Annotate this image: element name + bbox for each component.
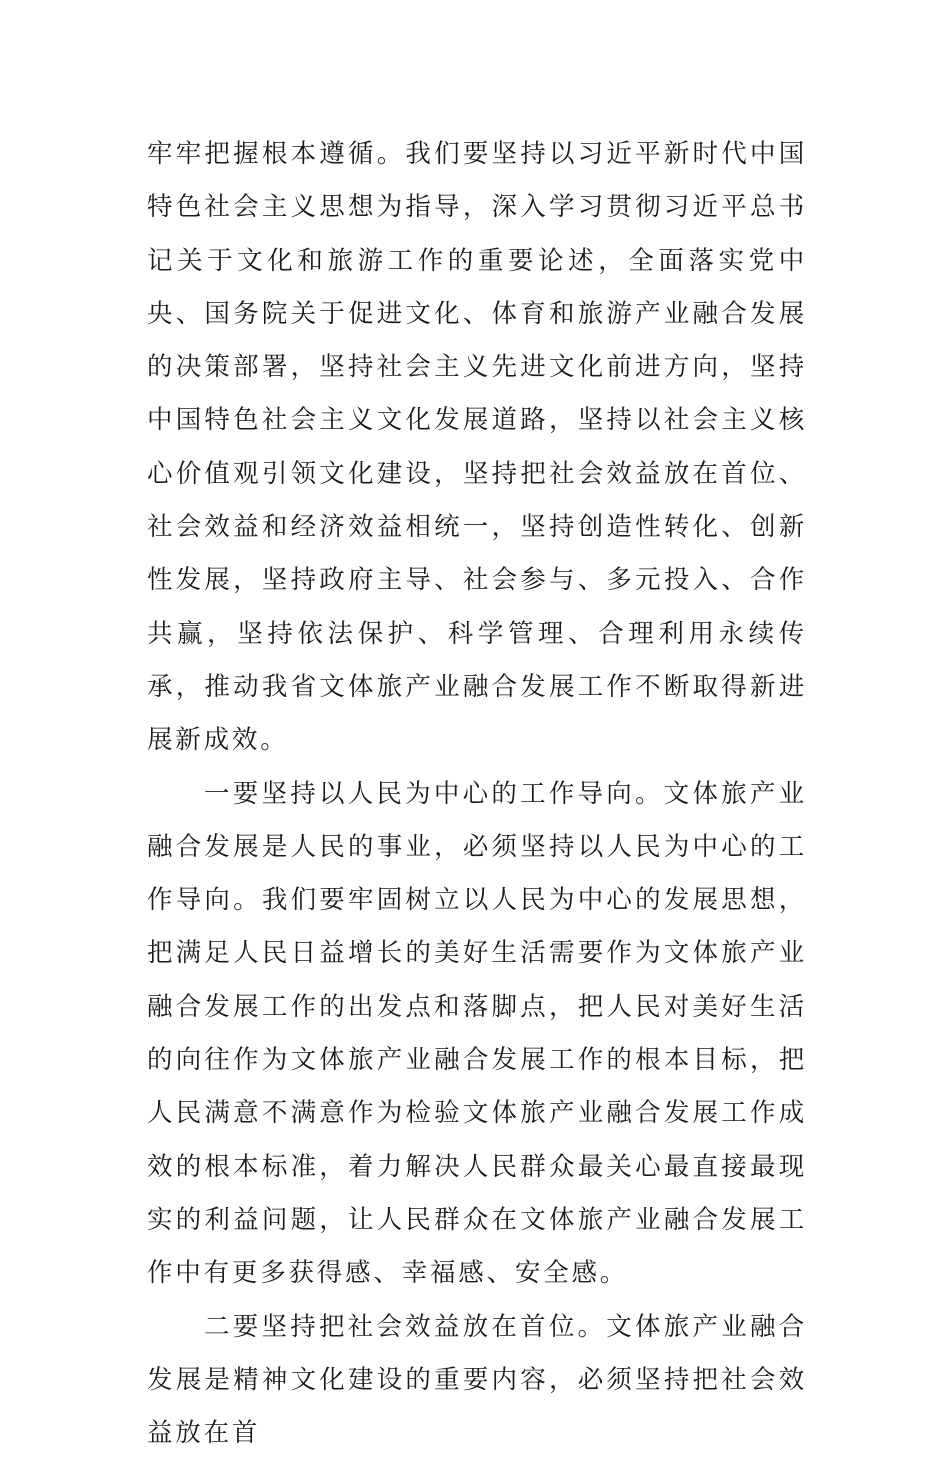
paragraph-social-benefit: 二要坚持把社会效益放在首位。文体旅产业融合发展是精神文化建设的重要内容，必须坚持把社会效益放在首 — [147, 1311, 807, 1449]
document-body — [147, 128, 807, 1460]
paragraph-people-centered: 一要坚持以人民为中心的工作导向。文体旅产业融合发展是人民的事业，必须坚持以人民为中心的工作导向。我们要牢固树立以人民为中心的发展思想，把满足人民日益增长的美好生活需要作为文体旅产业融合发展工作的出发点和落脚点，把人民对美好生活的向往作为文体旅产业融合发展工作的根本目标，把人民满意不满意作为检验文体旅产业融合发展工作成效的根本标准，着力解决人民群众最关心最直接最现实的利益问题，让人民群众在文体旅产业融合发展工作中有更多获得感、幸福感、安全感。 — [147, 778, 807, 1289]
paragraph-continued: 牢牢把握根本遵循。我们要坚持以习近平新时代中国特色社会主义思想为指导，深入学习贯彻习近平总书记关于文化和旅游工作的重要论述，全面落实党中央、国务院关于促进文化、体育和旅游产业融合发展的决策部署，坚持社会主义先进文化前进方向，坚持中国特色社会主义文化发展道路，坚持以社会主义核心价值观引领文化建设，坚持把社会效益放在首位、社会效益和经济效益相统一，坚持创造性转化、创新性发展，坚持政府主导、社会参与、多元投入、合作共赢，坚持依法保护、科学管理、合理利用永续传承，推动我省文体旅产业融合发展工作不断取得新进展新成效。 — [147, 139, 807, 756]
